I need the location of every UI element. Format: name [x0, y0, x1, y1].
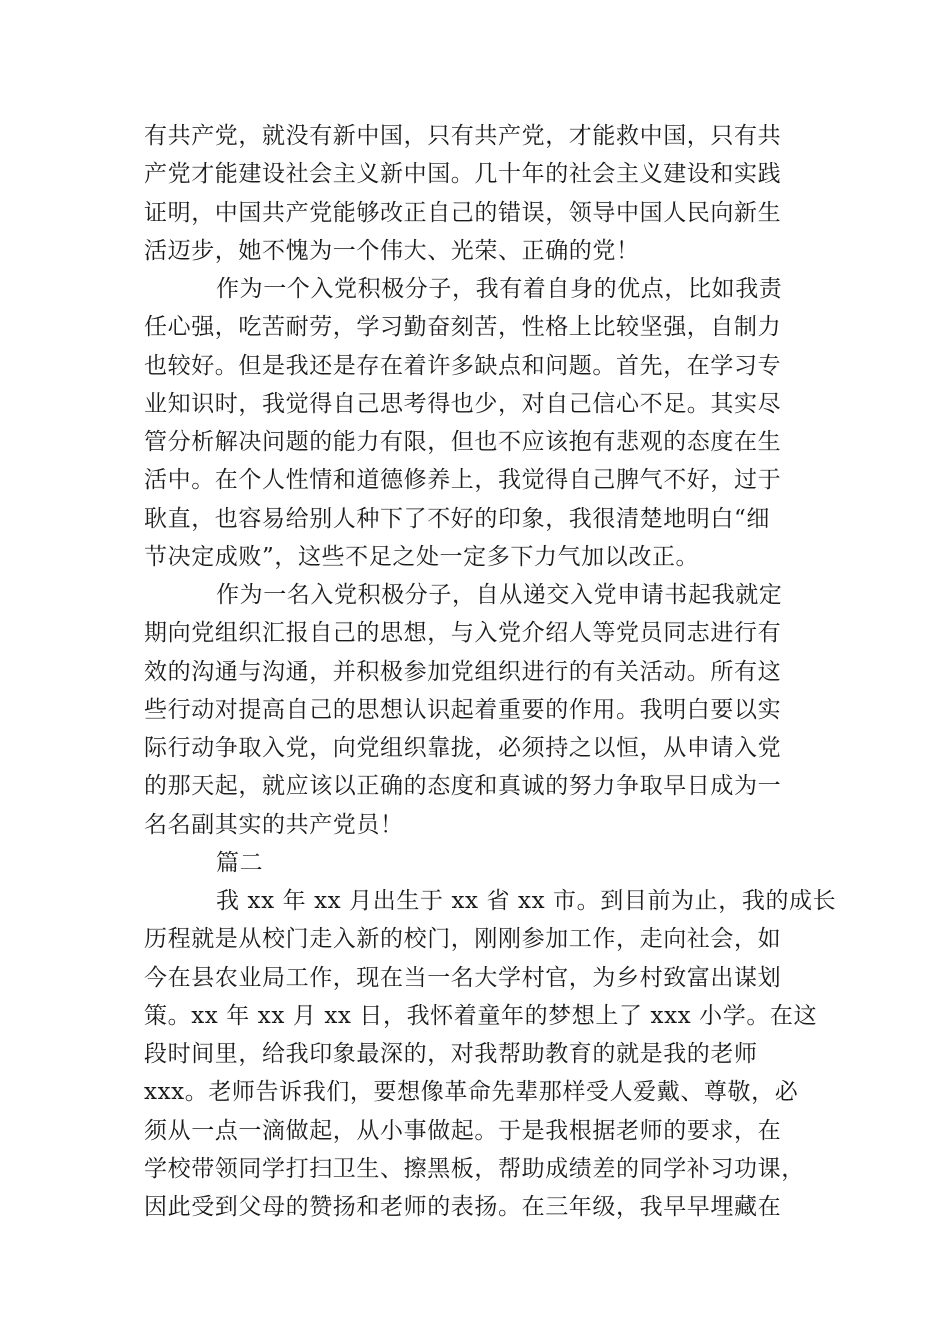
text-line: 今在县农业局工作，现在当一名大学村官，为乡村致富出谋划 — [144, 964, 782, 991]
text-line: 须从一点一滴做起，从小事做起。于是我根据老师的要求，在 — [144, 1117, 782, 1144]
text-line: 名名副其实的共产党员！ — [144, 811, 404, 838]
body-text — [144, 117, 837, 1226]
text-line: 管分析解决问题的能力有限，但也不应该抱有悲观的态度在生 — [144, 429, 782, 455]
text-line: 际行动争取入党，向党组织靠拢，必须持之以恒，从申请入党 — [144, 735, 782, 761]
paragraph-start-line: 我 xx 年 xx 月出生于 xx 省 xx 市。到目前为止，我的成长 — [216, 888, 837, 914]
text-line: 段时间里，给我印象最深的，对我帮助教育的就是我的老师 — [144, 1041, 758, 1067]
text-line: 也较好。但是我还是存在着许多缺点和问题。首先，在学习专 — [144, 352, 782, 379]
text-line: 因此受到父母的赞扬和老师的表扬。在三年级，我早早埋藏在 — [144, 1194, 782, 1220]
text-line: xxx。老师告诉我们，要想像革命先辈那样受人爱戴、尊敬，必 — [144, 1079, 799, 1106]
paragraph-start-line: 作为一名入党积极分子，自从递交入党申请书起我就定 — [216, 582, 783, 608]
text-line: 学校带领同学打扫卫生、擦黑板，帮助成绩差的同学补习功课， — [144, 1155, 805, 1182]
text-line: 有共产党，就没有新中国，只有共产党，才能救中国，只有共 — [144, 123, 782, 149]
text-line: 任心强，吃苦耐劳，学习勤奋刻苦，性格上比较坚强，自制力 — [144, 314, 782, 341]
paragraph-start-line: 作为一个入党积极分子，我有着自身的优点，比如我责 — [216, 276, 783, 302]
text-line: 历程就是从校门走入新的校门，刚刚参加工作，走向社会，如 — [144, 926, 782, 953]
text-line: 策。xx 年 xx 月 xx 日，我怀着童年的梦想上了 xxx 小学。在这 — [144, 1002, 818, 1029]
text-line: 效的沟通与沟通，并积极参加党组织进行的有关活动。所有这 — [144, 658, 782, 685]
text-line: 产党才能建设社会主义新中国。几十年的社会主义建设和实践 — [144, 161, 782, 188]
text-line: 节决定成败”，这些不足之处一定多下力气加以改正。 — [144, 543, 700, 570]
text-line: 耿直，也容易给别人种下了不好的印象，我很清楚地明白“细 — [144, 505, 770, 532]
text-line: 些行动对提高自己的思想认识起着重要的作用。我明白要以实 — [144, 696, 782, 723]
text-line: 证明，中国共产党能够改正自己的错误，领导中国人民向新生 — [144, 199, 782, 226]
text-line: 活迈步，她不愧为一个伟大、光荣、正确的党！ — [144, 237, 640, 264]
text-line: 的那天起，就应该以正确的态度和真诚的努力争取早日成为一 — [144, 773, 782, 800]
text-line: 业知识时，我觉得自己思考得也少，对自己信心不足。其实尽 — [144, 390, 782, 417]
text-line: 期向党组织汇报自己的思想，与入党介绍人等党员同志进行有 — [144, 620, 782, 647]
text-line: 活中。在个人性情和道德修养上，我觉得自己脾气不好，过于 — [144, 467, 782, 494]
section-heading: 篇二 — [216, 849, 264, 876]
